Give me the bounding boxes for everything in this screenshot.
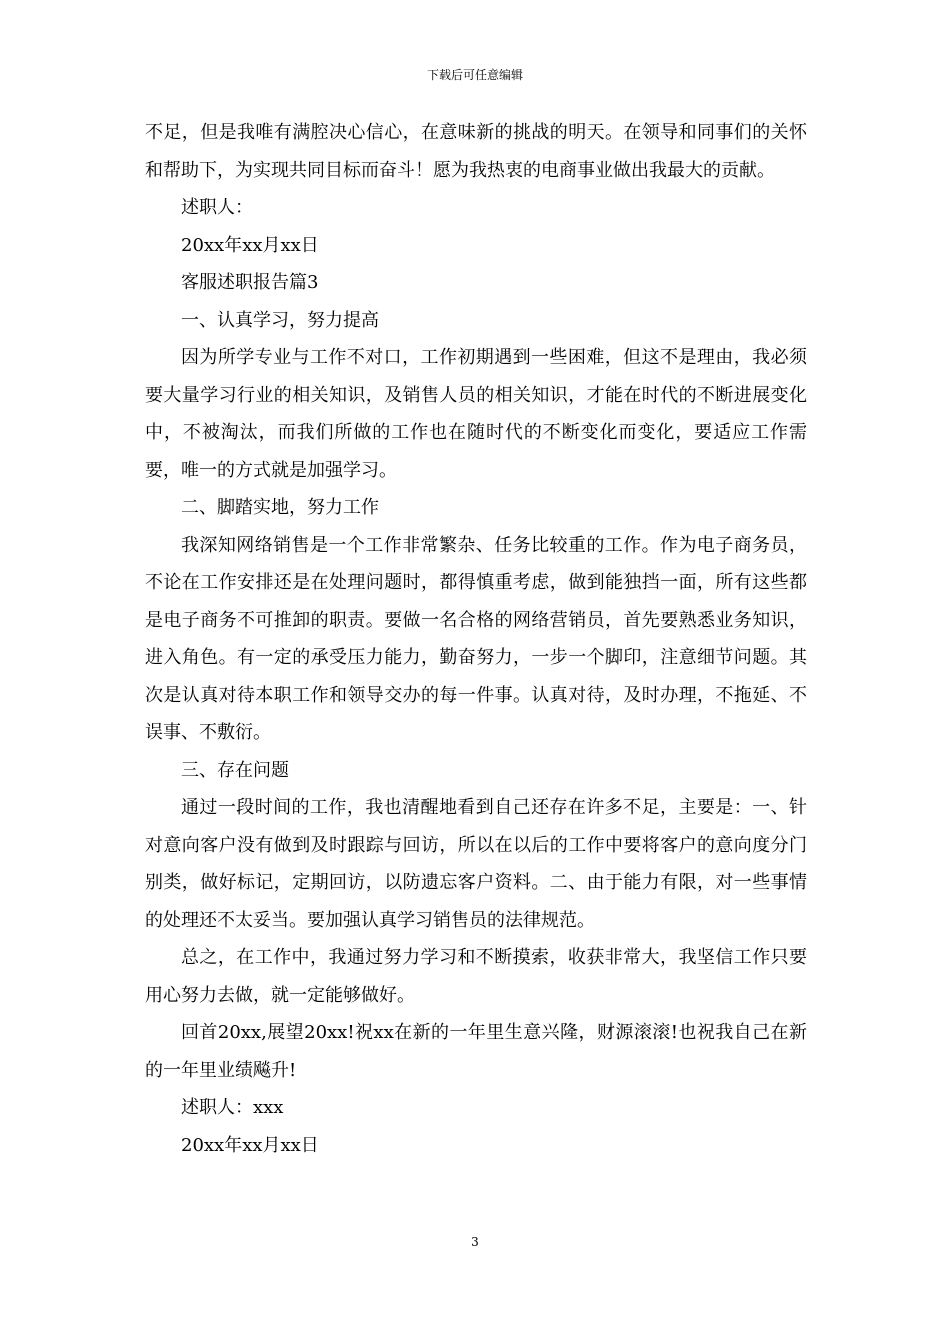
paragraph: 不足，但是我唯有满腔决心信心，在意味新的挑战的明天。在领导和同事们的关怀和帮助下，为实现共同目标而奋斗！愿为我热衷的电商事业做出我最大的贡献。 bbox=[145, 122, 807, 181]
paragraph: 述职人：xxx bbox=[181, 1097, 284, 1118]
paragraph: 述职人： bbox=[181, 197, 253, 218]
paragraph: 三、存在问题 bbox=[181, 759, 289, 781]
paragraph: 一、认真学习，努力提高 bbox=[181, 309, 379, 331]
paragraph: 20xx年xx月xx日 bbox=[181, 1134, 319, 1156]
paragraph: 通过一段时间的工作，我也清醒地看到自己还存在许多不足，主要是：一、针对意向客户没有做到及时跟踪与回访，所以在以后的工作中要将客户的意向度分门别类，做好标记，定期回访，以防遗忘客户资料。二、由于能力有限，对一些事情的处理还不太妥当。要加强认真学习销售员的法律规范。 bbox=[145, 797, 807, 931]
page-header: 下载后可任意编辑 bbox=[426, 68, 523, 82]
document-body bbox=[145, 114, 807, 1164]
paragraph: 20xx年xx月xx日 bbox=[181, 234, 319, 256]
paragraph: 二、脚踏实地，努力工作 bbox=[181, 497, 379, 518]
paragraph: 我深知网络销售是一个工作非常繁杂、任务比较重的工作。作为电子商务员，不论在工作安排还是在处理问题时，都得慎重考虑，做到能独挡一面，所有这些都是电子商务不可推卸的职责。要做一名合格的网络营销员，首先要熟悉业务知识，进入角色。有一定的承受压力能力，勤奋努力，一步一个脚印，注意细节问题。其次是认真对待本职工作和领导交办的每一件事。认真对待，及时办理，不拖延、不误事、不敷衍。 bbox=[145, 534, 807, 743]
paragraph: 因为所学专业与工作不对口，工作初期遇到一些困难，但这不是理由，我必须要大量学习行业的相关知识，及销售人员的相关知识，才能在时代的不断进展变化中，不被淘汰，而我们所做的工作也在随时代的不断变化而变化，要适应工作需要，唯一的方式就是加强学习。 bbox=[145, 347, 807, 481]
paragraph: 回首20xx,展望20xx!祝xx在新的一年里生意兴隆，财源滚滚!也祝我自己在新的一年里业绩飚升! bbox=[145, 1022, 807, 1081]
paragraph: 客服述职报告篇3 bbox=[181, 272, 319, 293]
paragraph: 总之，在工作中，我通过努力学习和不断摸索，收获非常大，我坚信工作只要用心努力去做，就一定能够做好。 bbox=[145, 947, 807, 1006]
page-number: 3 bbox=[471, 1235, 479, 1249]
